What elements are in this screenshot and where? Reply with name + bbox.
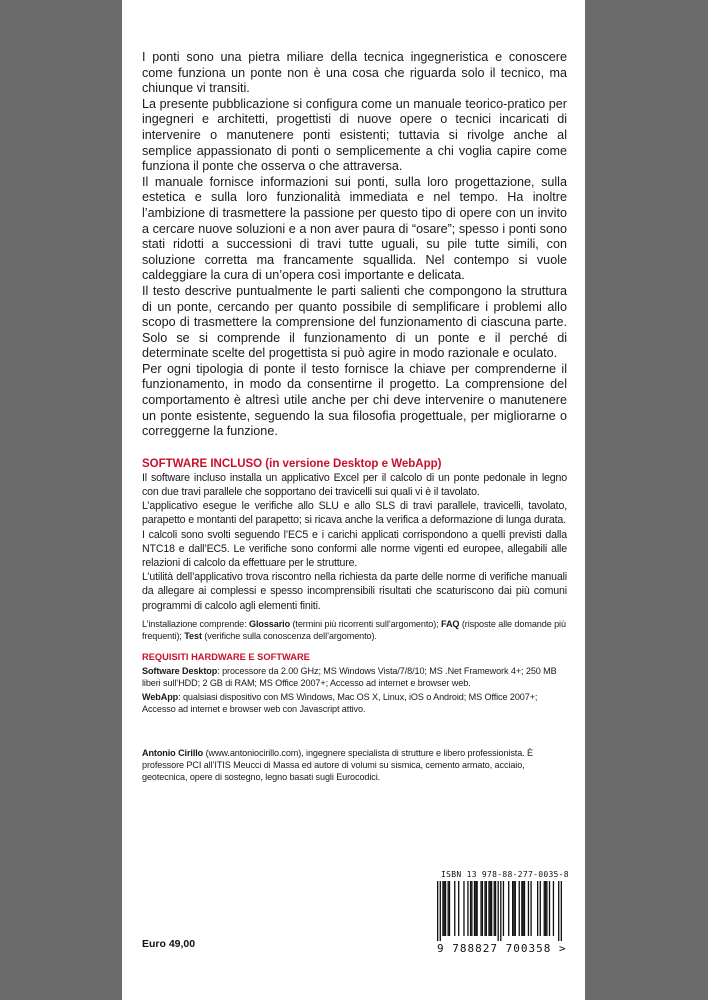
barcode-graphic: [437, 881, 562, 941]
author-bio: [142, 747, 567, 783]
barcode-bar: [494, 881, 495, 936]
software-paragraph: L’utilità dell’applicativo trova riscontro nella richiesta da parte delle norme di verifiche manuali da allegare ai complessi e spesso incomprensibili risultati che scaturiscono dai più comuni programmi di calcolo agli elementi finiti.: [142, 571, 567, 612]
barcode-bar: [498, 881, 499, 941]
author-name: Antonio Cirillo: [142, 747, 204, 758]
install-contents: [142, 618, 567, 642]
barcode-bar: [488, 881, 489, 936]
test-desc: (verifiche sulla conoscenza dell’argomento).: [201, 630, 377, 641]
software-paragraph: Il software incluso installa un applicativo Excel per il calcolo di un ponte pedonale in legno con due travi parallele che sopportano dei travicelli sui quali vi è il tavolato.: [142, 471, 567, 499]
barcode-bar: [528, 881, 529, 936]
test-label: Test: [184, 630, 202, 641]
barcode-bar: [491, 881, 492, 936]
barcode-bar: [448, 881, 449, 936]
requirements-heading: REQUISITI HARDWARE E SOFTWARE: [142, 651, 310, 662]
intro-paragraph: Il manuale fornisce informazioni sui ponti, sulla loro progettazione, sulla estetica e sulla loro funzionalità immediata e nel tempo. Ha inoltre l’ambizione di trasmettere la passione per questo tipo di opere con un invito a cercare nuove soluzioni e a non aver paura di “osare”; spesso i ponti sono stati ridotti a successioni di travi tutte uguali, su pile tutte simili, con soluzione corretta ma francamente squallida. Nel contempo si vuole caldeggiare la cura di un’opera così importante e delicata.: [142, 174, 567, 283]
desktop-text: : processore da 2.00 GHz; MS Windows Vista/7/8/10; MS .Net Framework 4+; 250 MB liberi sull’HDD; 2 GB di RAM; MS Office 2007+; Accesso ad internet e browser web.: [142, 665, 557, 688]
barcode-bar: [558, 881, 559, 941]
barcode-bar: [519, 881, 520, 936]
barcode-bar: [537, 881, 538, 936]
glossario-desc: (termini più ricorrenti sull’argomento);: [290, 618, 442, 629]
barcode-bar: [549, 881, 550, 936]
webapp-text: : qualsiasi dispositivo con MS Windows, Mac OS X, Linux, iOS o Android; MS Office 2007+; Accesso ad internet e browser web con Javascript attivo.: [142, 691, 538, 714]
barcode-bar: [474, 881, 475, 936]
barcode-bar: [512, 881, 513, 936]
barcode-bar: [471, 881, 472, 936]
barcode-bar: [490, 881, 491, 936]
cover-text: [142, 50, 567, 783]
barcode-bar: [544, 881, 545, 936]
price-label: Euro 49,00: [142, 938, 196, 950]
barcode-bar: [553, 881, 554, 936]
barcode-bar: [445, 881, 446, 936]
barcode-bar: [530, 881, 531, 936]
barcode-bar: [470, 881, 471, 936]
software-paragraph: L’applicativo esegue le verifiche allo SLU e allo SLS di travi parallele, travicelli, tavolato, parapetto e montanti del parapetto; si ricava anche la verifica a deformazione di lunga durata.: [142, 500, 567, 527]
barcode-bar: [513, 881, 514, 936]
barcode-bar: [546, 881, 547, 936]
software-heading: SOFTWARE INCLUSO (in versione Desktop e WebApp): [142, 457, 442, 470]
barcode-bar: [486, 881, 487, 936]
barcode-bar: [458, 881, 459, 936]
barcode-bar: [523, 881, 524, 936]
barcode-bar: [524, 881, 525, 936]
barcode-block: [437, 870, 572, 955]
barcode-bar: [442, 881, 443, 936]
intro-text: [142, 50, 567, 440]
webapp-requirements: [142, 691, 567, 715]
isbn-label: ISBN 13 978-88-277-0035-8: [441, 870, 569, 879]
desktop-label: Software Desktop: [142, 665, 218, 676]
faq-desc: (risposte alle domande più frequenti);: [142, 618, 566, 641]
faq-label: FAQ: [441, 618, 460, 629]
barcode-bar: [495, 881, 496, 936]
author-description: (www.antoniocirillo.com), ingegnere specialista di strutture e libero professionista. È professore PCI all’ITIS Meucci di Massa ed autore di volumi su sismica, cemento armato, acciaio, geotecnica, opere di sostegno, legno basati sugli Eurocodici.: [142, 747, 533, 782]
intro-paragraph: I ponti sono una pietra miliare della tecnica ingegneristica e conoscere come funziona un ponte non è una cosa che riguarda solo il tecnico, ma chiunque vi transiti.: [142, 50, 567, 96]
barcode-bar: [521, 881, 522, 936]
barcode-bar: [437, 881, 438, 941]
barcode-bar: [449, 881, 450, 936]
software-paragraph: I calcoli sono svolti seguendo l’EC5 e i carichi applicati corrispondono a quelli previsti dalla NTC18 e dall’EC5. Le verifiche sono conformi alle norme vigenti ed europee, allegabili alle relazioni di calcolo da effettuare per le strutture.: [142, 528, 567, 570]
barcode-bar: [482, 881, 483, 936]
barcode-bar: [476, 881, 477, 936]
barcode-bar: [467, 881, 468, 936]
barcode-bar: [484, 881, 485, 936]
install-prefix: L’installazione comprende:: [142, 618, 249, 629]
software-text: [142, 471, 567, 613]
ean-number: 9 788827 700358 >: [437, 942, 567, 955]
barcode-bar: [454, 881, 455, 936]
barcode-bar: [540, 881, 541, 936]
barcode-bar: [480, 881, 481, 936]
intro-paragraph: Il testo descrive puntualmente le parti salienti che compongono la struttura di un ponte, cercando per quanto possibile di semplificare i problemi allo scopo di trasmettere la comprensione del funzionamento di ciascuna parte. Solo se si comprende il funzionamento di un ponte e il perché di determinate scelte del progettista si può agire in modo razionale e oculato.: [142, 283, 567, 361]
barcode-bar: [463, 881, 464, 936]
barcode-bar: [561, 881, 562, 941]
barcode-bar: [444, 881, 445, 936]
desktop-requirements: [142, 665, 567, 689]
barcode-bar: [515, 881, 516, 936]
requirements-text: [142, 665, 567, 715]
intro-paragraph: Per ogni tipologia di ponte il testo fornisce la chiave per comprenderne il funzionamento, in modo da consentirne il progetto. La comprensione del comportamento è altresì utile anche per chi deve intervenire o manutenere un ponte esistente, seguendo la sua filosofia progettuale, per migliorarne o correggerne la funzione.: [142, 361, 567, 439]
barcode-bar: [503, 881, 504, 936]
barcode-bar: [475, 881, 476, 936]
barcode-bar: [500, 881, 501, 941]
glossario-label: Glossario: [249, 618, 291, 629]
barcode-bar: [545, 881, 546, 936]
back-cover: [122, 0, 585, 1000]
barcode-bar: [508, 881, 509, 936]
webapp-label: WebApp: [142, 691, 179, 702]
barcode-bar: [440, 881, 441, 941]
intro-paragraph: La presente pubblicazione si configura come un manuale teorico-pratico per ingegneri e architetti, progettisti di nuove opere o tecnici incaricati di intervenire o manutenere ponti esistenti; tuttavia si rivolge anche al semplice appassionato di ponti o semplicemente a chi voglia capire come funziona il ponte che osserva o che attraversa.: [142, 96, 567, 174]
